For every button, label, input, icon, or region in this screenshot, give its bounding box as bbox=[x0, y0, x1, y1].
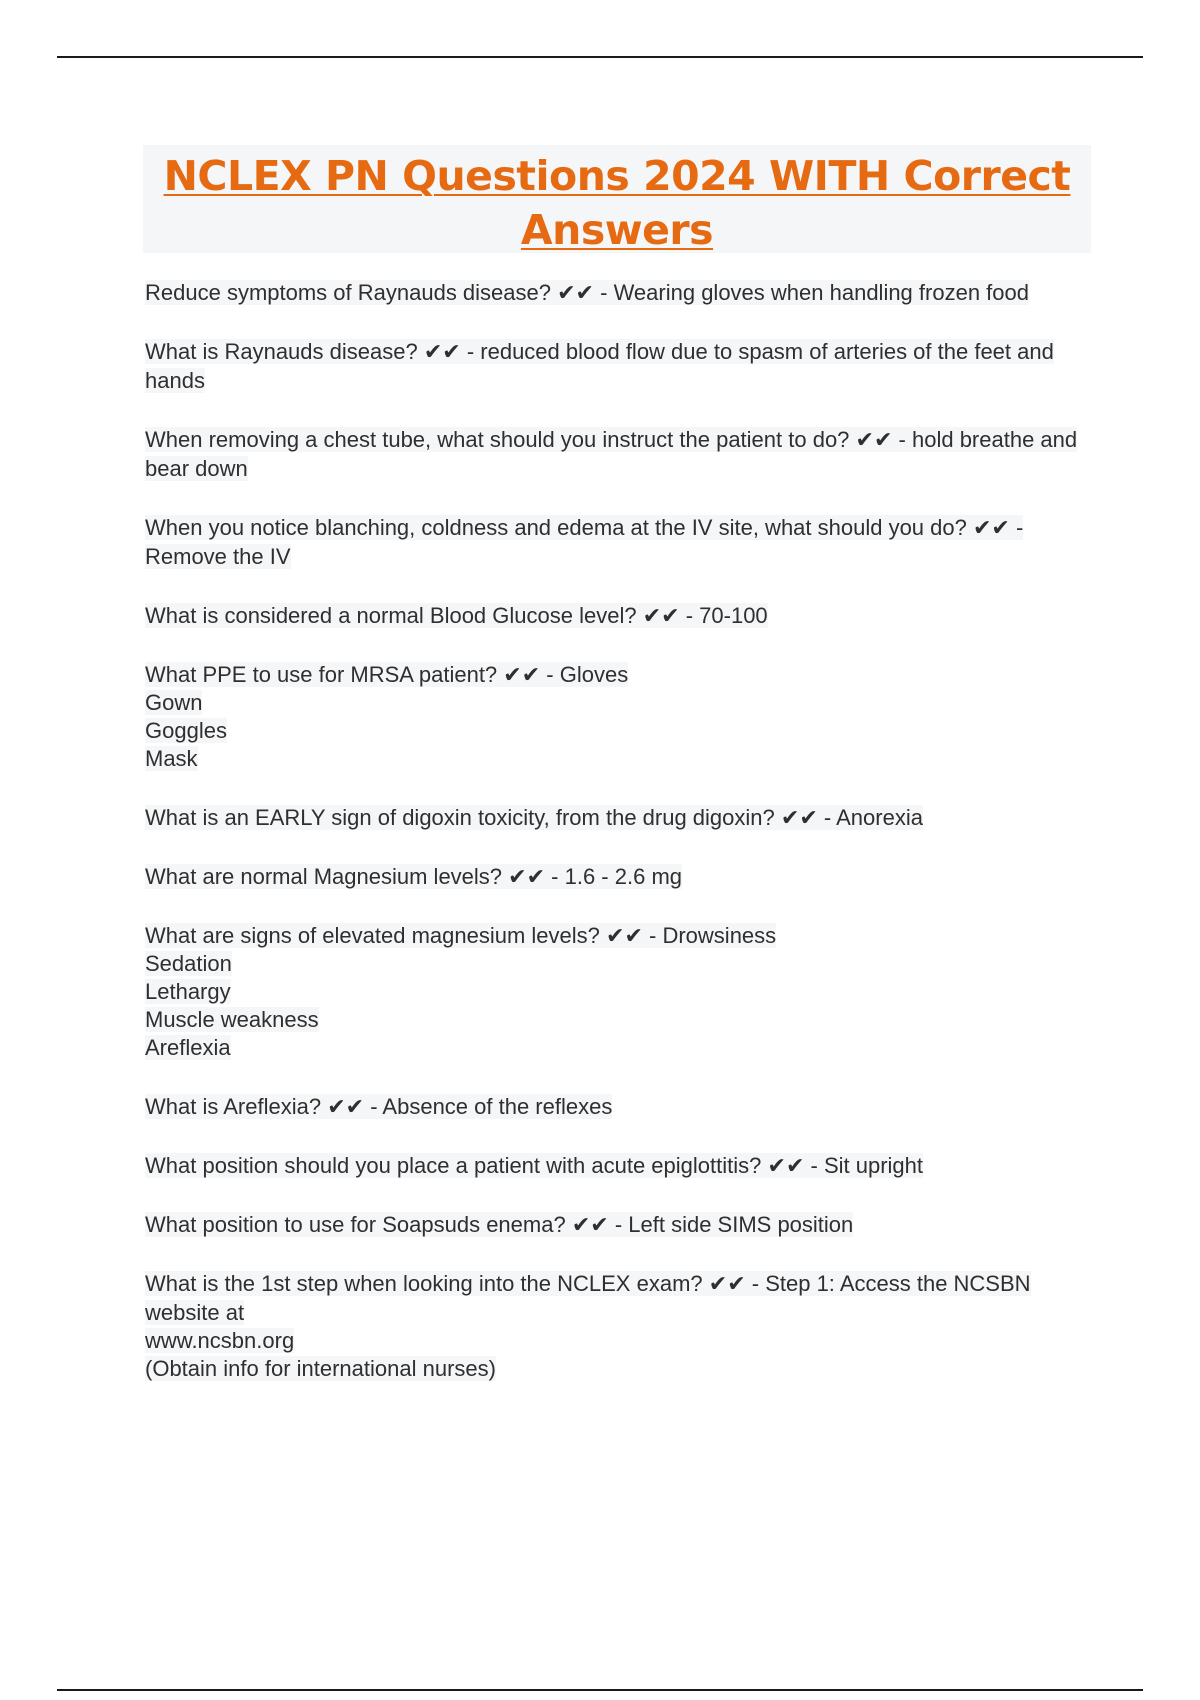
qa-highlight bbox=[145, 805, 923, 830]
answer-continuation bbox=[145, 689, 1085, 717]
answer-continuation bbox=[145, 978, 1085, 1006]
qa-highlight bbox=[145, 427, 1077, 481]
check-icon: ✔✔ bbox=[708, 1271, 746, 1296]
check-icon: ✔✔ bbox=[557, 280, 594, 305]
question-text: What PPE to use for MRSA patient? bbox=[145, 662, 498, 687]
answer-text: hold breathe and bear down bbox=[145, 427, 1078, 481]
check-icon: ✔✔ bbox=[642, 603, 680, 628]
qa-highlight bbox=[145, 1153, 923, 1178]
answer-separator: - bbox=[545, 864, 565, 889]
answer-text: Left side SIMS position bbox=[628, 1212, 854, 1237]
qa-line bbox=[145, 1269, 1085, 1327]
answer-separator: - bbox=[679, 603, 700, 628]
answer-text: Sit upright bbox=[823, 1153, 924, 1178]
qa-highlight bbox=[145, 515, 1023, 569]
answer-text: 1.6 - 2.6 mg bbox=[564, 864, 682, 889]
qa-item bbox=[145, 1269, 1085, 1383]
answer-text: Anorexia bbox=[836, 805, 923, 830]
check-icon: ✔✔ bbox=[767, 1153, 805, 1178]
answer-separator: - bbox=[804, 1153, 824, 1178]
answer-continuation-text: Sedation bbox=[145, 951, 232, 976]
question-text: What is Areflexia? bbox=[145, 1094, 322, 1119]
answer-continuation-text: (Obtain info for international nurses) bbox=[145, 1356, 496, 1381]
qa-line bbox=[145, 1092, 1085, 1121]
question-text: What is an EARLY sign of digoxin toxicity, from the drug digoxin? bbox=[145, 805, 775, 830]
qa-item bbox=[145, 660, 1085, 773]
question-text: When removing a chest tube, what should you instruct the patient to do? bbox=[145, 427, 850, 452]
check-icon: ✔✔ bbox=[606, 923, 643, 948]
qa-item bbox=[145, 862, 1085, 891]
qa-line bbox=[145, 278, 1085, 307]
qa-highlight bbox=[145, 339, 1054, 393]
check-icon: ✔✔ bbox=[571, 1212, 609, 1237]
question-text: What is considered a normal Blood Glucose level? bbox=[145, 603, 637, 628]
answer-continuation bbox=[145, 950, 1085, 978]
answer-text: Step 1: Access the NCSBN website at bbox=[145, 1271, 1031, 1325]
qa-line bbox=[145, 425, 1085, 483]
qa-item bbox=[145, 1151, 1085, 1180]
answer-separator: - bbox=[1009, 515, 1024, 540]
check-icon: ✔✔ bbox=[973, 515, 1010, 540]
bottom-rule bbox=[57, 1689, 1143, 1691]
qa-item bbox=[145, 803, 1085, 832]
qa-line bbox=[145, 921, 1085, 950]
answer-text: Absence of the reflexes bbox=[382, 1094, 613, 1119]
answer-continuation bbox=[145, 1006, 1085, 1034]
check-icon: ✔✔ bbox=[508, 864, 546, 889]
title-banner bbox=[143, 145, 1091, 253]
answer-separator: - bbox=[608, 1212, 629, 1237]
answer-continuation-text: Lethargy bbox=[145, 979, 231, 1004]
qa-highlight bbox=[145, 603, 768, 628]
question-text: What is the 1st step when looking into the NCLEX exam? bbox=[145, 1271, 703, 1296]
check-icon: ✔✔ bbox=[327, 1094, 365, 1119]
answer-text: Drowsiness bbox=[662, 923, 777, 948]
answer-continuation-text: Areflexia bbox=[145, 1035, 231, 1060]
answer-separator: - bbox=[642, 923, 663, 948]
answer-continuation bbox=[145, 717, 1085, 745]
answer-text: Gloves bbox=[559, 662, 629, 687]
question-text: What is Raynauds disease? bbox=[145, 339, 418, 364]
answer-text: Wearing gloves when handling frozen food bbox=[613, 280, 1029, 305]
top-rule bbox=[57, 56, 1143, 58]
answer-continuation-text: Mask bbox=[145, 746, 198, 771]
answer-continuation-text: www.ncsbn.org bbox=[145, 1328, 295, 1353]
question-text: When you notice blanching, coldness and edema at the IV site, what should you do? bbox=[145, 515, 967, 540]
qa-line bbox=[145, 660, 1085, 689]
qa-line bbox=[145, 601, 1085, 630]
qa-item bbox=[145, 1092, 1085, 1121]
answer-separator: - bbox=[460, 339, 481, 364]
qa-line bbox=[145, 337, 1085, 395]
qa-item bbox=[145, 1210, 1085, 1239]
question-text: What are normal Magnesium levels? bbox=[145, 864, 503, 889]
question-text: What position to use for Soapsuds enema? bbox=[145, 1212, 566, 1237]
qa-line bbox=[145, 1151, 1085, 1180]
question-text: Reduce symptoms of Raynauds disease? bbox=[145, 280, 551, 305]
answer-separator: - bbox=[817, 805, 837, 830]
page-title: NCLEX PN Questions 2024 WITH Correct Answers bbox=[163, 152, 1071, 254]
qa-item bbox=[145, 921, 1085, 1062]
qa-highlight bbox=[145, 1212, 853, 1237]
qa-line bbox=[145, 803, 1085, 832]
qa-item bbox=[145, 601, 1085, 630]
answer-text: 70-100 bbox=[699, 603, 768, 628]
qa-highlight bbox=[145, 1271, 1031, 1325]
qa-item bbox=[145, 278, 1085, 307]
qa-item bbox=[145, 337, 1085, 395]
answer-continuation-text: Muscle weakness bbox=[145, 1007, 319, 1032]
question-text: What are signs of elevated magnesium levels? bbox=[145, 923, 600, 948]
question-text: What position should you place a patient with acute epiglottitis? bbox=[145, 1153, 762, 1178]
answer-continuation bbox=[145, 1034, 1085, 1062]
qa-list bbox=[145, 278, 1085, 1413]
qa-highlight bbox=[145, 280, 1029, 305]
answer-separator: - bbox=[364, 1094, 383, 1119]
qa-highlight bbox=[145, 1094, 612, 1119]
answer-continuation bbox=[145, 745, 1085, 773]
qa-line bbox=[145, 1210, 1085, 1239]
qa-item bbox=[145, 425, 1085, 483]
qa-item bbox=[145, 513, 1085, 571]
qa-highlight bbox=[145, 864, 682, 889]
check-icon: ✔✔ bbox=[423, 339, 461, 364]
qa-highlight bbox=[145, 923, 776, 948]
answer-separator: - bbox=[594, 280, 614, 305]
check-icon: ✔✔ bbox=[780, 805, 818, 830]
qa-highlight bbox=[145, 662, 628, 687]
answer-continuation-text: Goggles bbox=[145, 718, 227, 743]
answer-continuation-text: Gown bbox=[145, 690, 203, 715]
qa-line bbox=[145, 862, 1085, 891]
answer-continuation bbox=[145, 1355, 1085, 1383]
answer-separator: - bbox=[540, 662, 560, 687]
check-icon: ✔✔ bbox=[503, 662, 541, 687]
answer-text: reduced blood flow due to spasm of arteries of the feet and hands bbox=[145, 339, 1054, 393]
qa-line bbox=[145, 513, 1085, 571]
answer-text: Remove the IV bbox=[145, 544, 291, 569]
answer-separator: - bbox=[892, 427, 912, 452]
answer-separator: - bbox=[745, 1271, 766, 1296]
answer-continuation bbox=[145, 1327, 1085, 1355]
check-icon: ✔✔ bbox=[855, 427, 893, 452]
